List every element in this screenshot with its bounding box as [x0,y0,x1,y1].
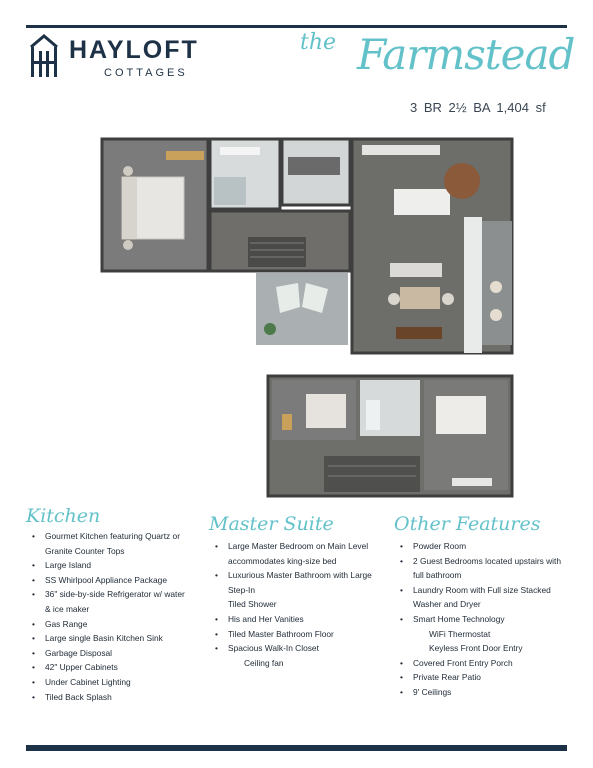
guest-bedroom-2 [424,380,508,490]
bullet-icon: • [215,613,218,624]
hayloft-logo-icon [28,33,60,79]
feature-text: Granite Counter Tops [45,545,125,556]
guest-bedroom-1 [272,380,356,440]
feature-item [209,612,389,627]
feature-item [26,690,204,705]
bullet-icon: • [32,633,35,644]
feature-text: Smart Home Technology [413,613,505,624]
feature-text: His and Her Vanities [228,613,304,624]
bullet-icon: • [215,541,218,551]
bullet-icon: • [215,628,218,639]
kitchen-heading: Kitchen [26,505,101,527]
bullet-icon: • [400,657,403,668]
bullet-icon: • [32,618,35,629]
feature-text: Step-In [228,584,256,595]
feature-item [26,646,204,661]
bullet-icon: • [32,574,35,585]
feature-text: SS Whirlpool Appliance Package [45,574,167,585]
bullet-icon: • [32,691,35,702]
feature-text: Large Island [45,560,92,571]
upstairs-bath [360,380,420,436]
feature-item [394,627,574,642]
feature-text: Gas Range [45,618,88,629]
upper-stairs [324,456,420,492]
kitchen-feature-list [26,529,204,704]
feature-text: Keyless Front Door Entry [429,643,523,654]
brand-subtitle: COTTAGES [104,67,188,79]
master-suite-feature-list [209,539,389,670]
feature-text: full bathroom [413,570,462,581]
bullet-icon: • [400,672,403,683]
feature-item [394,685,574,700]
title-prefix: the [300,30,337,55]
feature-item [26,544,204,559]
feature-item [394,670,574,685]
feature-text: Laundry Room with Full size Stacked [413,584,551,595]
bullet-icon: • [215,643,218,654]
closet [282,139,350,205]
main-floor-plan [100,137,516,359]
feature-text: Private Rear Patio [413,672,481,683]
feature-item [209,641,389,656]
rear-patio [482,221,512,345]
feature-item [394,656,574,671]
feature-item [209,583,389,598]
upper-floor-plan [266,374,514,498]
feature-item [26,602,204,617]
other-features-list [394,539,574,700]
feature-item [394,539,574,554]
feature-text: Gourmet Kitchen featuring Quartz or [45,531,180,541]
bullet-icon: • [400,584,403,595]
feature-item [209,597,389,612]
feature-text: Tiled Shower [228,599,277,610]
feature-text: Under Cabinet Lighting [45,676,131,687]
feature-text: Powder Room [413,541,467,551]
feature-item [26,660,204,675]
feature-item [394,554,574,569]
feature-item [26,587,204,602]
feature-text: Covered Front Entry Porch [413,657,513,668]
feature-text: 36" side-by-side Refrigerator w/ water [45,589,185,600]
feature-item [394,612,574,627]
top-rule [26,25,567,28]
feature-text: Garbage Disposal [45,647,113,658]
feature-item [209,554,389,569]
bullet-icon: • [400,541,403,551]
feature-item [209,539,389,554]
feature-item [26,573,204,588]
bullet-icon: • [215,570,218,581]
feature-item [209,568,389,583]
home-specs: 3 BR 2½ BA 1,404 sf [410,100,546,115]
feature-item [394,597,574,612]
feature-item [394,568,574,583]
main-stairs [210,211,350,271]
bottom-rule [26,745,567,751]
front-porch [256,273,348,345]
bullet-icon: • [32,560,35,571]
feature-text: 42" Upper Cabinets [45,662,118,673]
feature-text: Spacious Walk-In Closet [228,643,319,654]
feature-text: 9' Ceilings [413,686,452,697]
bullet-icon: • [32,662,35,673]
bullet-icon: • [32,531,35,541]
feature-item [26,529,204,544]
master-bedroom [102,139,208,271]
feature-text: 2 Guest Bedrooms located upstairs with [413,555,562,566]
bullet-icon: • [32,647,35,658]
bullet-icon: • [400,686,403,697]
page-title: Farmstead [357,30,575,79]
feature-text: Washer and Dryer [413,599,481,610]
feature-text: WiFi Thermostat [429,628,491,639]
bullet-icon: • [400,555,403,566]
bullet-icon: • [32,589,35,600]
feature-item [209,656,389,671]
feature-text: Ceiling fan [244,657,284,668]
feature-text: accommodates king-size bed [228,555,337,566]
feature-item [26,675,204,690]
feature-item [26,617,204,632]
feature-text: Large single Basin Kitchen Sink [45,633,163,644]
feature-item [209,627,389,642]
feature-text: Tiled Master Bathroom Floor [228,628,334,639]
feature-item [26,631,204,646]
feature-text: Luxurious Master Bathroom with Large [228,570,372,581]
feature-item [394,583,574,598]
other-features-heading: Other Features [394,513,541,535]
feature-text: & ice maker [45,603,90,614]
master-bath [210,139,280,209]
feature-text: Large Master Bedroom on Main Level [228,541,369,551]
bullet-icon: • [32,676,35,687]
master-suite-heading: Master Suite [209,513,334,535]
bullet-icon: • [400,613,403,624]
feature-item [26,558,204,573]
brand-name: HAYLOFT [69,36,199,64]
feature-text: Tiled Back Splash [45,691,112,702]
feature-item [394,641,574,656]
